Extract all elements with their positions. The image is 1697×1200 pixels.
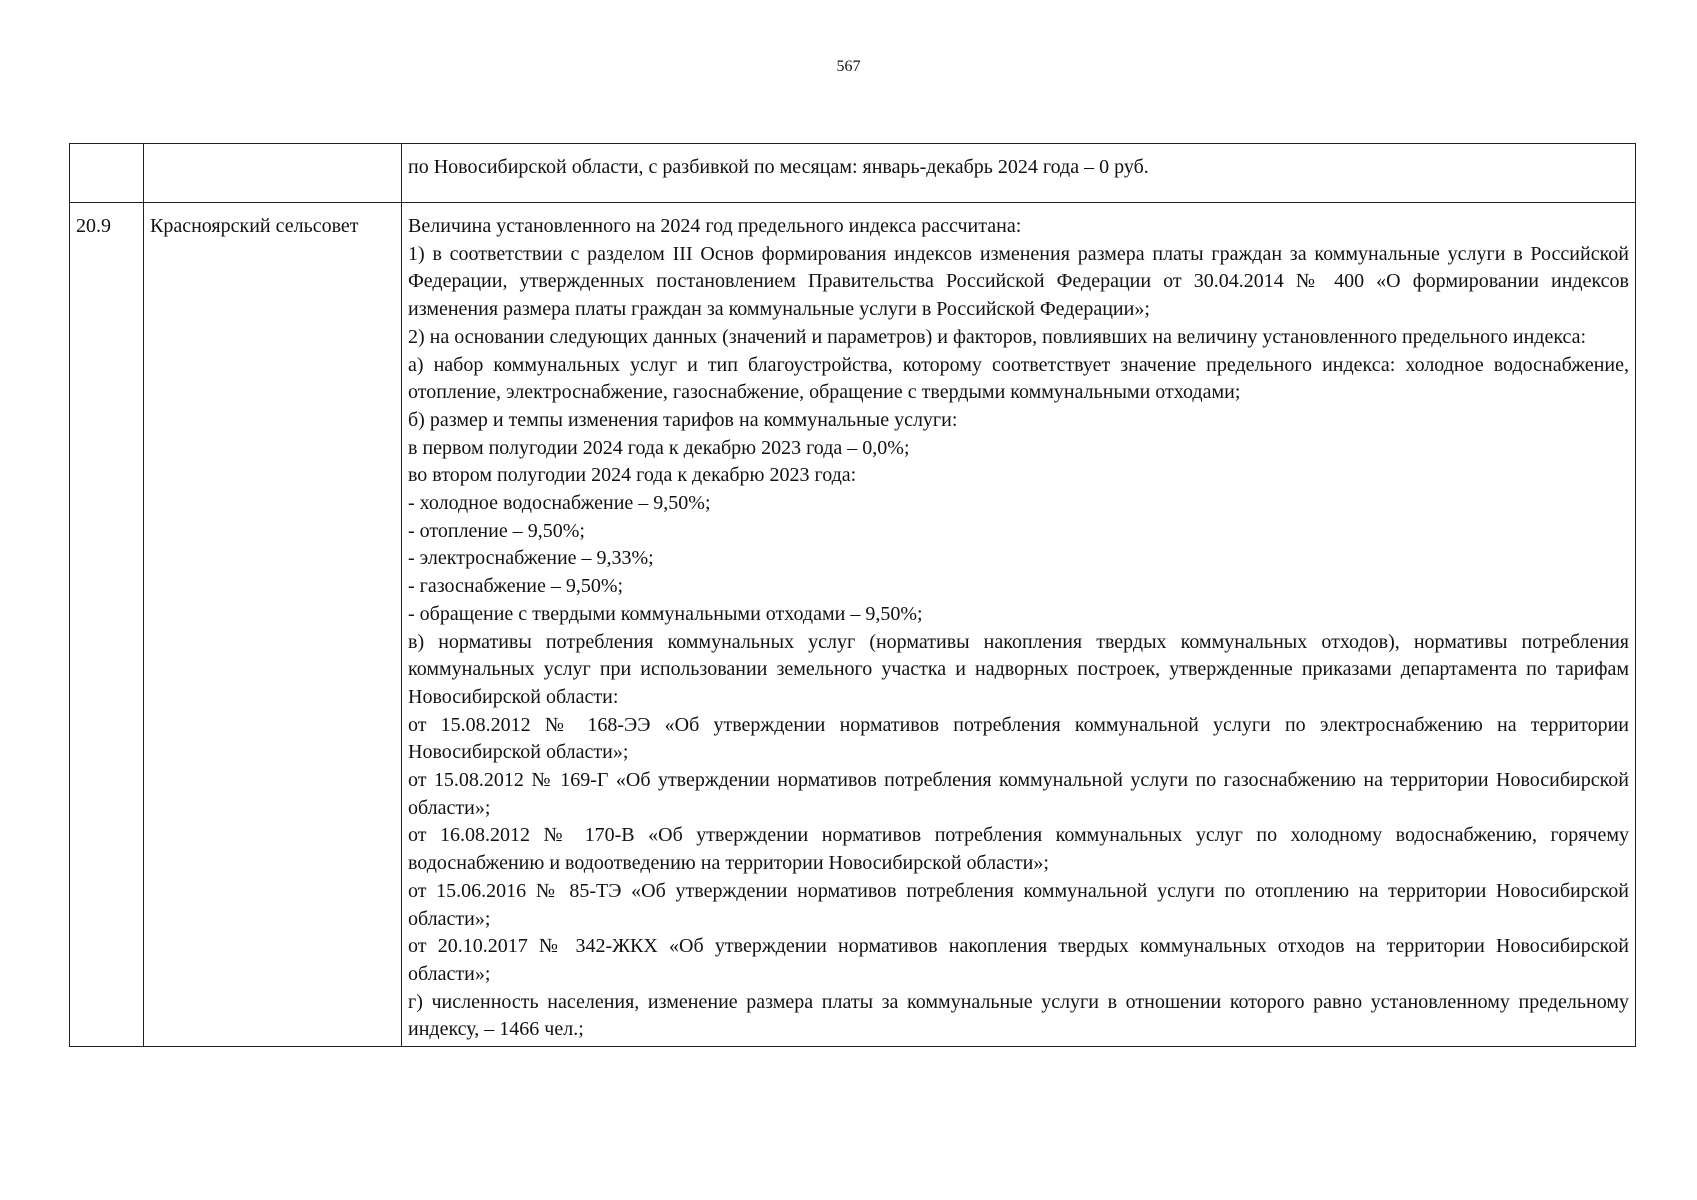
- paragraph: г) численность населения, изменение размера платы за коммунальные услуги в отношении которого равно установленному предельному индексу, – 1466 чел.;: [408, 990, 1629, 1041]
- page-number: 567: [836, 58, 861, 75]
- paragraph: - обращение с твердыми коммунальными отходами – 9,50%;: [408, 602, 923, 625]
- paragraph: в первом полугодии 2024 года к декабрю 2023 года – 0,0%;: [408, 436, 910, 459]
- paragraph: от 16.08.2012 № 170-В «Об утверждении нормативов потребления коммунальных услуг по холодному водоснабжению, горячему водоснабжению и водоотведению на территории Новосибирской области»;: [408, 824, 1629, 875]
- document-table: [69, 143, 1636, 1047]
- paragraph: от 20.10.2017 № 342-ЖКХ «Об утверждении нормативов накопления твердых коммунальных отходов на территории Новосибирской области»;: [408, 935, 1629, 985]
- table-row-continuation: [70, 144, 1636, 203]
- row-number-cell: [70, 144, 144, 203]
- paragraph: - газоснабжение – 9,50%;: [408, 575, 624, 598]
- row-text-cell: [402, 203, 1636, 1047]
- row-number-cell: 20.9: [70, 203, 144, 1047]
- row-text-cell: [402, 144, 1636, 203]
- paragraph: в) нормативы потребления коммунальных услуг (нормативы накопления твердых коммунальных отходов), нормативы потребления коммунальных услуг при использовании земельного участка и надворных построек, утвержденные приказами департамента по тарифам Новосибирской области:: [408, 630, 1629, 708]
- paragraph: - отопление – 9,50%;: [408, 519, 585, 542]
- continuation-text: по Новосибирской области, с разбивкой по месяцам: январь-декабрь 2024 года – 0 руб.: [408, 156, 1149, 178]
- row-name-cell: [144, 144, 402, 203]
- paragraph: 1) в соответствии с разделом III Основ формирования индексов изменения размера платы граждан за коммунальные услуги в Российской Федерации, утвержденных постановлением Правительства Российской Федерации от 30.04.2014 № 400 «О формировании индексов изменения размера платы граждан за коммунальные услуги в Российской Федерации»;: [408, 242, 1629, 321]
- table-row-20-9: [70, 203, 1636, 1047]
- paragraph: б) размер и темпы изменения тарифов на коммунальные услуги:: [408, 408, 958, 431]
- paragraph: Величина установленного на 2024 год предельного индекса рассчитана:: [408, 215, 1022, 237]
- paragraph: от 15.08.2012 № 168-ЭЭ «Об утверждении нормативов потребления коммунальной услуги по электроснабжению на территории Новосибирской области»;: [408, 713, 1629, 764]
- row-name-cell: Красноярский сельсовет: [144, 203, 402, 1047]
- paragraph: 2) на основании следующих данных (значений и параметров) и факторов, повлиявших на величину установленного предельного индекса:: [408, 325, 1587, 348]
- paragraph: от 15.08.2012 № 169-Г «Об утверждении нормативов потребления коммунальной услуги по газоснабжению на территории Новосибирской области»;: [408, 769, 1629, 819]
- paragraph: а) набор коммунальных услуг и тип благоустройства, которому соответствует значение предельного индекса: холодное водоснабжение, отопление, электроснабжение, газоснабжение, обращение с твердыми коммунальными отходами;: [408, 353, 1629, 404]
- paragraph: - холодное водоснабжение – 9,50%;: [408, 492, 711, 515]
- paragraph: - электроснабжение – 9,33%;: [408, 547, 654, 570]
- paragraph: во втором полугодии 2024 года к декабрю 2023 года:: [408, 464, 857, 487]
- paragraph: от 15.06.2016 № 85-ТЭ «Об утверждении нормативов потребления коммунальной услуги по отоплению на территории Новосибирской области»;: [408, 879, 1629, 930]
